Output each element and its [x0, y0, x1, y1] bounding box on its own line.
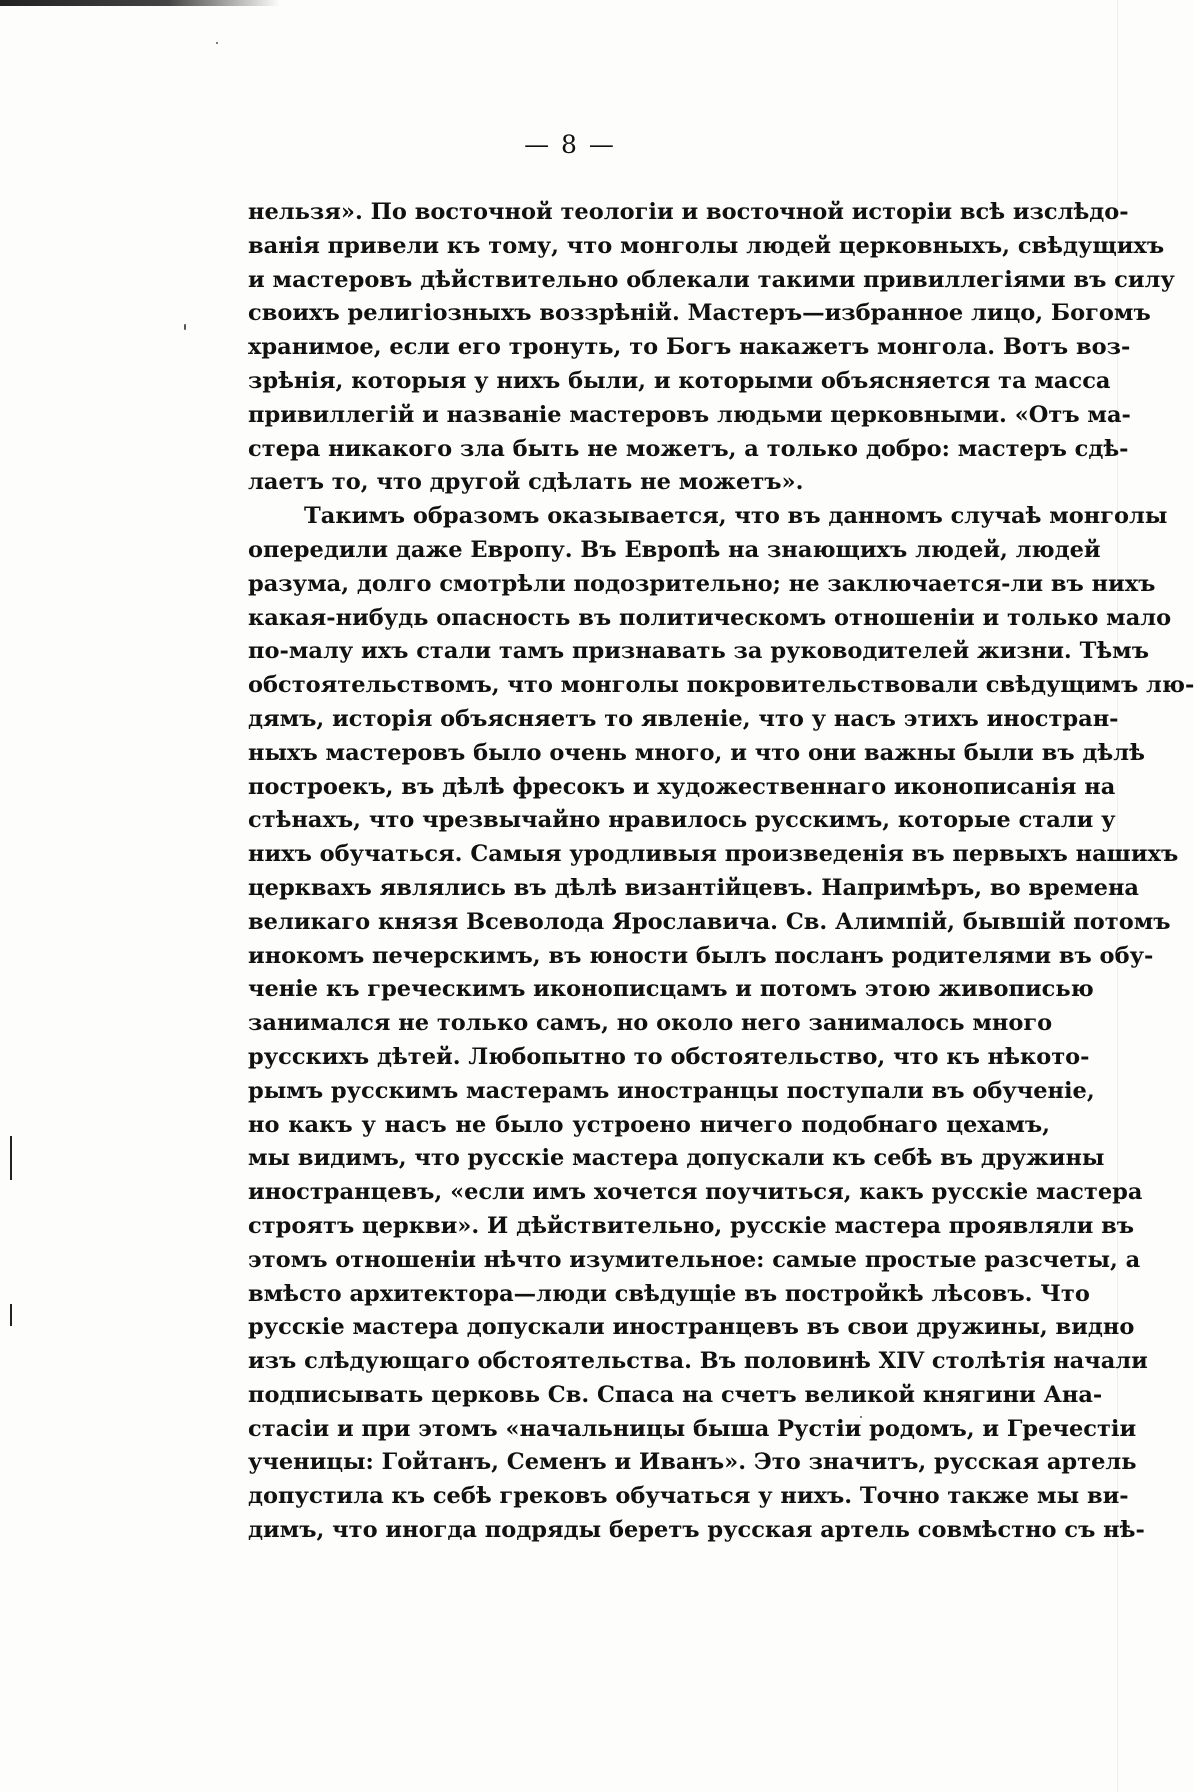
text-line: построекъ, въ дѣлѣ фресокъ и художественнаго иконописанія на — [248, 773, 1116, 800]
text-line: ныхъ мастеровъ было очень много, и что они важны были въ дѣлѣ — [248, 739, 1145, 766]
margin-mark — [10, 1304, 12, 1326]
paragraph-start-line: Такимъ образомъ оказывается, что въ данномъ случаѣ монголы — [304, 503, 1168, 530]
text-line: иностранцевъ, «если имъ хочется поучиться, какъ русскіе мастера — [248, 1179, 1143, 1206]
text-line: хранимое, если его тронуть, то Богъ накажетъ монгола. Вотъ воз- — [248, 334, 1131, 361]
text-line: разума, долго смотрѣли подозрительно; не заключается-ли въ нихъ — [248, 570, 1156, 597]
text-line: занимался не только самъ, но около него занималось много — [248, 1010, 1053, 1037]
text-line: стѣнахъ, что чрезвычайно нравилось русскимъ, которые стали у — [248, 807, 1116, 834]
text-line: ченіе къ греческимъ иконописцамъ и потомъ этою живописью — [248, 976, 1094, 1003]
text-line: великаго князя Всеволода Ярославича. Св. Алимпій, бывшій потомъ — [248, 908, 1171, 935]
page-number: — 8 — — [524, 130, 616, 159]
text-line: дямъ, исторія объясняетъ то явленіе, что у насъ этихъ иностран- — [248, 705, 1119, 732]
text-line: по-малу ихъ стали тамъ признавать за руководителей жизни. Тѣмъ — [248, 638, 1149, 665]
text-line: привиллегій и названіе мастеровъ людьми церковными. «Отъ ма- — [248, 401, 1131, 428]
text-line: подписывать церковь Св. Спаса на счетъ великой княгини Ана- — [248, 1381, 1103, 1408]
text-line: стера никакого зла быть не можетъ, а только добро: мастеръ сдѣ- — [248, 435, 1129, 462]
text-line: своихъ религіозныхъ воззрѣній. Мастеръ—избранное лицо, Богомъ — [248, 300, 1151, 327]
text-line: опередили даже Европу. Въ Европѣ на знающихъ людей, людей — [248, 536, 1101, 563]
speck — [184, 324, 186, 330]
text-line: мы видимъ, что русскіе мастера допускали къ себѣ въ дружины — [248, 1145, 1105, 1172]
text-line: инокомъ печерскимъ, въ юности былъ посланъ родителями въ обу- — [248, 942, 1154, 969]
text-line: нихъ обучаться. Самыя уродливыя произведенія въ первыхъ нашихъ — [248, 841, 1179, 868]
scan-edge-shadow — [0, 0, 280, 6]
margin-mark — [10, 1136, 12, 1180]
text-line: церквахъ являлись въ дѣлѣ византійцевъ. Напримѣръ, во времена — [248, 874, 1140, 901]
paragraph-end-line: лаетъ то, что другой сдѣлать не можетъ». — [248, 469, 804, 496]
text-line: какая-нибудь опасность въ политическомъ отношеніи и только мало — [248, 604, 1172, 631]
text-line: и мастеровъ дѣйствительно облекали такими привиллегіями въ силу — [248, 266, 1175, 293]
text-line: русскіе мастера допускали иностранцевъ въ свои дружины, видно — [248, 1314, 1135, 1341]
text-line: вмѣсто архитектора—люди свѣдущіе въ постройкѣ лѣсовъ. Что — [248, 1280, 1090, 1307]
text-line: нельзя». По восточной теологіи и восточной исторіи всѣ изслѣдо- — [248, 199, 1129, 225]
text-line: ванія привели къ тому, что монголы людей церковныхъ, свѣдущихъ — [248, 232, 1165, 259]
text-line: допустила къ себѣ грековъ обучаться у нихъ. Точно также мы ви- — [248, 1483, 1129, 1510]
body-text — [248, 196, 1194, 1548]
speck — [216, 42, 218, 44]
text-line: русскихъ дѣтей. Любопытно то обстоятельство, что къ нѣкото- — [248, 1043, 1090, 1070]
text-line: стасіи и при этомъ «начальницы быша Рустіи родомъ, и Гречестіи — [248, 1415, 1137, 1442]
text-line: димъ, что иногда подряды беретъ русская артель совмѣстно съ нѣ- — [248, 1517, 1145, 1544]
text-line: обстоятельствомъ, что монголы покровительствовали свѣдущимъ лю- — [248, 672, 1194, 699]
text-line: ученицы: Гойтанъ, Семенъ и Иванъ». Это значитъ, русская артель — [248, 1449, 1137, 1476]
text-line: но какъ у насъ не было устроено ничего подобнаго цехамъ, — [248, 1111, 1050, 1138]
text-line: рымъ русскимъ мастерамъ иностранцы поступали въ обученіе, — [248, 1077, 1095, 1104]
text-line: строятъ церкви». И дѣйствительно, русскіе мастера проявляли въ — [248, 1212, 1135, 1239]
text-line: изъ слѣдующаго обстоятельства. Въ половинѣ XIV столѣтія начали — [248, 1348, 1148, 1375]
text-line: зрѣнія, которыя у нихъ были, и которыми объясняется та масса — [248, 367, 1111, 394]
text-line: этомъ отношеніи нѣчто изумительное: самые простые разсчеты, а — [248, 1246, 1141, 1273]
